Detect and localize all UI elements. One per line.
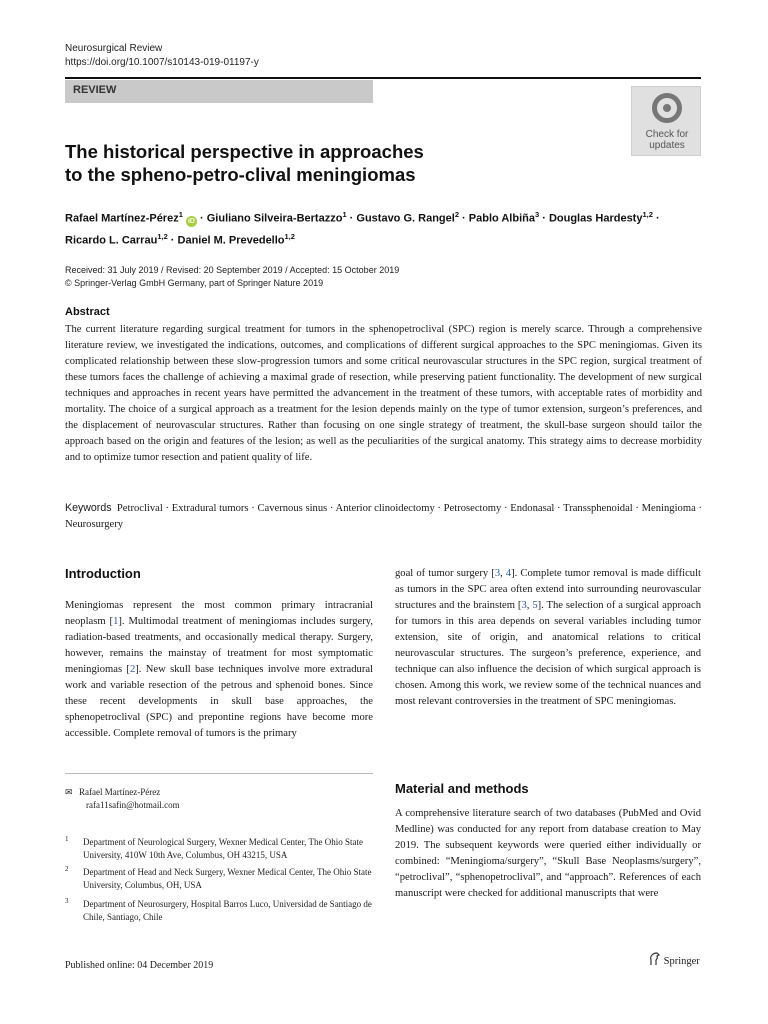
introduction-continued-paragraph: goal of tumor surgery [3, 4]. Complete tumor removal is made difficult as tumors in the SPC area often extend into surrounding neurovascular structures and the brainstem [3, 5]. The selection of a surgical approach for tumors in this area depends on several variables including tumor extension, site of origin, and anatomical relations to critical neurovascular structures. The surgeon’s preference, experience, and technique can also influence the decision of which surgical approach is chosen. Among this work, we review some of the technical nuances and most relevant controversies in the treatment of SPC meningiomas. <box>395 568 701 707</box>
keywords-heading: Keywords <box>65 502 112 514</box>
header-rule <box>65 77 701 79</box>
methods-paragraph: A comprehensive literature search of two databases (PubMed and Ovid Medline) was conducted for any report from database creation to May 2019. The subsequent keywords were queried either individually or combined: “Meningioma/surgery”, “Skull Base Neoplasms/surgery”, “petroclival”, “sphenopetroclival”, and “approach”. References of each manuscript were checked for additional manuscripts that were <box>395 808 701 899</box>
author-name[interactable]: Daniel M. Prevedello <box>177 234 285 247</box>
corresponding-email[interactable]: rafa11safin@hotmail.com <box>86 800 180 810</box>
author-name[interactable]: Giuliano Silveira-Bertazzo <box>206 212 343 225</box>
author-name[interactable]: Douglas Hardesty <box>548 212 643 225</box>
doi-link[interactable]: https://doi.org/10.1007/s10143-019-01197-y <box>65 57 259 68</box>
abstract-heading: Abstract <box>65 306 110 318</box>
introduction-heading: Introduction <box>65 566 141 581</box>
journal-header <box>65 42 259 70</box>
copyright-line: © Springer-Verlag GmbH Germany, part of Springer Nature 2019 <box>65 278 324 288</box>
citation-link[interactable]: 3 <box>521 600 527 611</box>
publisher-logo <box>648 952 700 967</box>
citation-link[interactable]: 2 <box>129 664 136 675</box>
methods-heading: Material and methods <box>395 781 529 796</box>
orcid-icon[interactable]: iD <box>187 217 195 225</box>
journal-name: Neurosurgical Review <box>65 43 163 54</box>
publisher-name: Springer <box>663 956 700 967</box>
author-name[interactable]: Pablo Albiña <box>468 212 535 225</box>
citation-link[interactable]: 4 <box>505 568 512 579</box>
envelope-icon: ✉ <box>65 787 73 797</box>
author-name[interactable]: Ricardo L. Carrau <box>65 234 158 247</box>
keywords-text: Petroclival · Extradural tumors · Cavernous sinus · Anterior clinoidectomy · Petrosectomy · Endonasal · Transsphenoidal · Meningioma · Neurosurgery <box>65 503 702 530</box>
check-updates-label: Check for updates <box>645 129 689 151</box>
author-name[interactable]: Rafael Martínez-Pérez <box>65 212 179 225</box>
citation-link[interactable]: 1 <box>113 616 119 627</box>
introduction-paragraph: Meningiomas represent the most common primary intracranial neoplasm [1]. Multimodal treatment of meningiomas includes surgery, radiation-based treatments, and occasionally medical therapy. Surgery, however, remains the mainstay of treatment for most symptomatic meningiomas [2]. New skull base techniques involve more extradural work and variable resection of the petrous and sphenoid bones. Since these recent developments in skull base approaches, the sphenopetroclival (SPC) and prepontine regions have become more accessible. Complete removal of tumors is the primary <box>65 600 373 739</box>
author-list: Rafael Martínez-Pérez$^1$ iD · Giuliano Silveira-Bertazzo$^1$ · Gustavo G. Rangel$^2$ · Pablo Albiña$^3$ · Douglas Hardesty$^{1,2}$ · Ricardo L. Carrau$^{1,2}$ · Daniel M. Prevedello$^{1,2}$ <box>65 210 660 247</box>
keywords-block <box>65 500 702 533</box>
article-type-label: REVIEW <box>73 84 117 96</box>
history-dates: Received: 31 July 2019 / Revised: 20 September 2019 / Accepted: 15 October 2019 <box>65 265 400 275</box>
citation-link[interactable]: 3 <box>494 568 501 579</box>
springer-horse-icon <box>648 952 661 966</box>
corresponding-author <box>65 786 180 812</box>
footnote-rule <box>65 773 373 774</box>
citation-link[interactable]: 5 <box>532 600 538 611</box>
affiliation-2: 2 Department of Head and Neck Surgery, Wexner Medical Center, The Ohio State University, Columbus, OH, USA <box>65 865 372 890</box>
corresponding-name: Rafael Martínez-Pérez <box>79 787 161 797</box>
abstract-text: The current literature regarding surgical treatment for tumors in the sphenopetroclival (SPC) region is merely scarce. Through a comprehensive literature review, we investigated the indications, outcomes, and complications of different surgical approaches to the SPC meningiomas. Given its complicated relationship between these slow-progression tumors and some critical neurovascular structures in the SPC region, surgical treatment of these tumors faces the challenge of achieving a maximal grade of resection, while preserving patient functionality. The development of new surgical techniques and approaches in recent years have permitted the advancement in the treatment of these tumors, with acceptable rates of morbidity and mortality. The choice of a surgical approach as a treatment for the lesion depends mainly on the type of tumor extension, surgeon’s preferences, and the displacement of neurovascular structures. Rather than focusing on one single strategy of treatment, the skull-base surgeon should tailor the approach based on the origin and features of the lesion; as well as the peculiarities of the surgical anatomy. This strategy aims to decrease morbidity and to optimize tumor resection and patient quality of life. <box>65 324 702 463</box>
article-dates <box>65 264 399 290</box>
published-online: Published online: 04 December 2019 <box>65 960 214 971</box>
affiliation-3: 3 Department of Neurosurgery, Hospital Barros Luco, Universidad de Santiago de Chile, Santiago, Chile <box>65 897 372 922</box>
check-for-updates-button[interactable] <box>631 86 701 156</box>
article-title: The historical perspective in approaches to the spheno-petro-clival meningiomas <box>65 141 424 185</box>
affiliation-1: 1 Department of Neurological Surgery, Wexner Medical Center, The Ohio State University, 410W 10th Ave, Columbus, OH 43215, USA <box>65 835 363 860</box>
author-name[interactable]: Gustavo G. Rangel <box>356 212 455 225</box>
crossmark-icon <box>652 93 682 123</box>
